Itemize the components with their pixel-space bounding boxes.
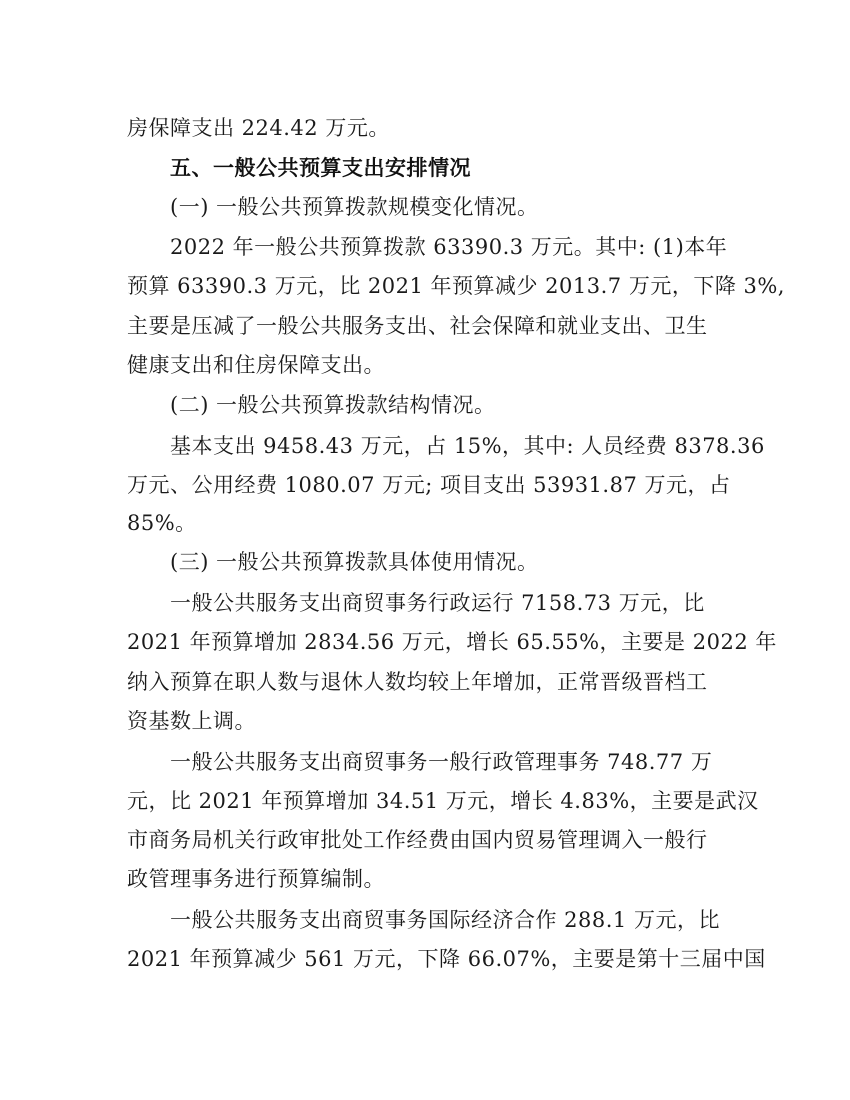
paragraph-line: 纳入预算在职人数与退休人数均较上年增加，正常晋级晋档工 bbox=[127, 670, 708, 694]
section-heading: 五、一般公共预算支出安排情况 bbox=[170, 156, 471, 180]
paragraph-line: 市商务局机关行政审批处工作经费由国内贸易管理调入一般行 bbox=[127, 828, 708, 852]
paragraph-line: 基本支出 9458.43 万元，占 15%，其中: 人员经费 8378.36 bbox=[170, 434, 765, 458]
paragraph-line: 主要是压减了一般公共服务支出、社会保障和就业支出、卫生 bbox=[127, 314, 708, 338]
paragraph-line: 一般公共服务支出商贸事务行政运行 7158.73 万元，比 bbox=[170, 591, 705, 615]
paragraph-line: 政管理事务进行预算编制。 bbox=[127, 867, 385, 891]
paragraph-line: 资基数上调。 bbox=[127, 709, 256, 733]
paragraph-line: 一般公共服务支出商贸事务国际经济合作 288.1 万元，比 bbox=[170, 908, 720, 932]
paragraph-line: 房保障支出 224.42 万元。 bbox=[127, 116, 390, 140]
paragraph-line: 2021 年预算减少 561 万元，下降 66.07%，主要是第十三届中国 bbox=[127, 947, 766, 971]
subsection-heading: (二) 一般公共预算拨款结构情况。 bbox=[170, 393, 496, 417]
paragraph-line: 元，比 2021 年预算增加 34.51 万元，增长 4.83%，主要是武汉 bbox=[127, 789, 759, 813]
paragraph-line: 一般公共服务支出商贸事务一般行政管理事务 748.77 万 bbox=[170, 750, 713, 774]
paragraph-line: 预算 63390.3 万元，比 2021 年预算减少 2013.7 万元，下降 3%, bbox=[127, 274, 785, 298]
paragraph-line: 健康支出和住房保障支出。 bbox=[127, 353, 385, 377]
subsection-heading: (一) 一般公共预算拨款规模变化情况。 bbox=[170, 195, 539, 219]
paragraph-line: 2022 年一般公共预算拨款 63390.3 万元。其中: (1)本年 bbox=[170, 235, 728, 259]
subsection-heading: (三) 一般公共预算拨款具体使用情况。 bbox=[170, 550, 539, 574]
paragraph-line: 万元、公用经费 1080.07 万元; 项目支出 53931.87 万元，占 bbox=[127, 473, 731, 497]
paragraph-line: 85%。 bbox=[127, 511, 197, 535]
paragraph-line: 2021 年预算增加 2834.56 万元，增长 65.55%，主要是 2022 年 bbox=[127, 630, 777, 654]
